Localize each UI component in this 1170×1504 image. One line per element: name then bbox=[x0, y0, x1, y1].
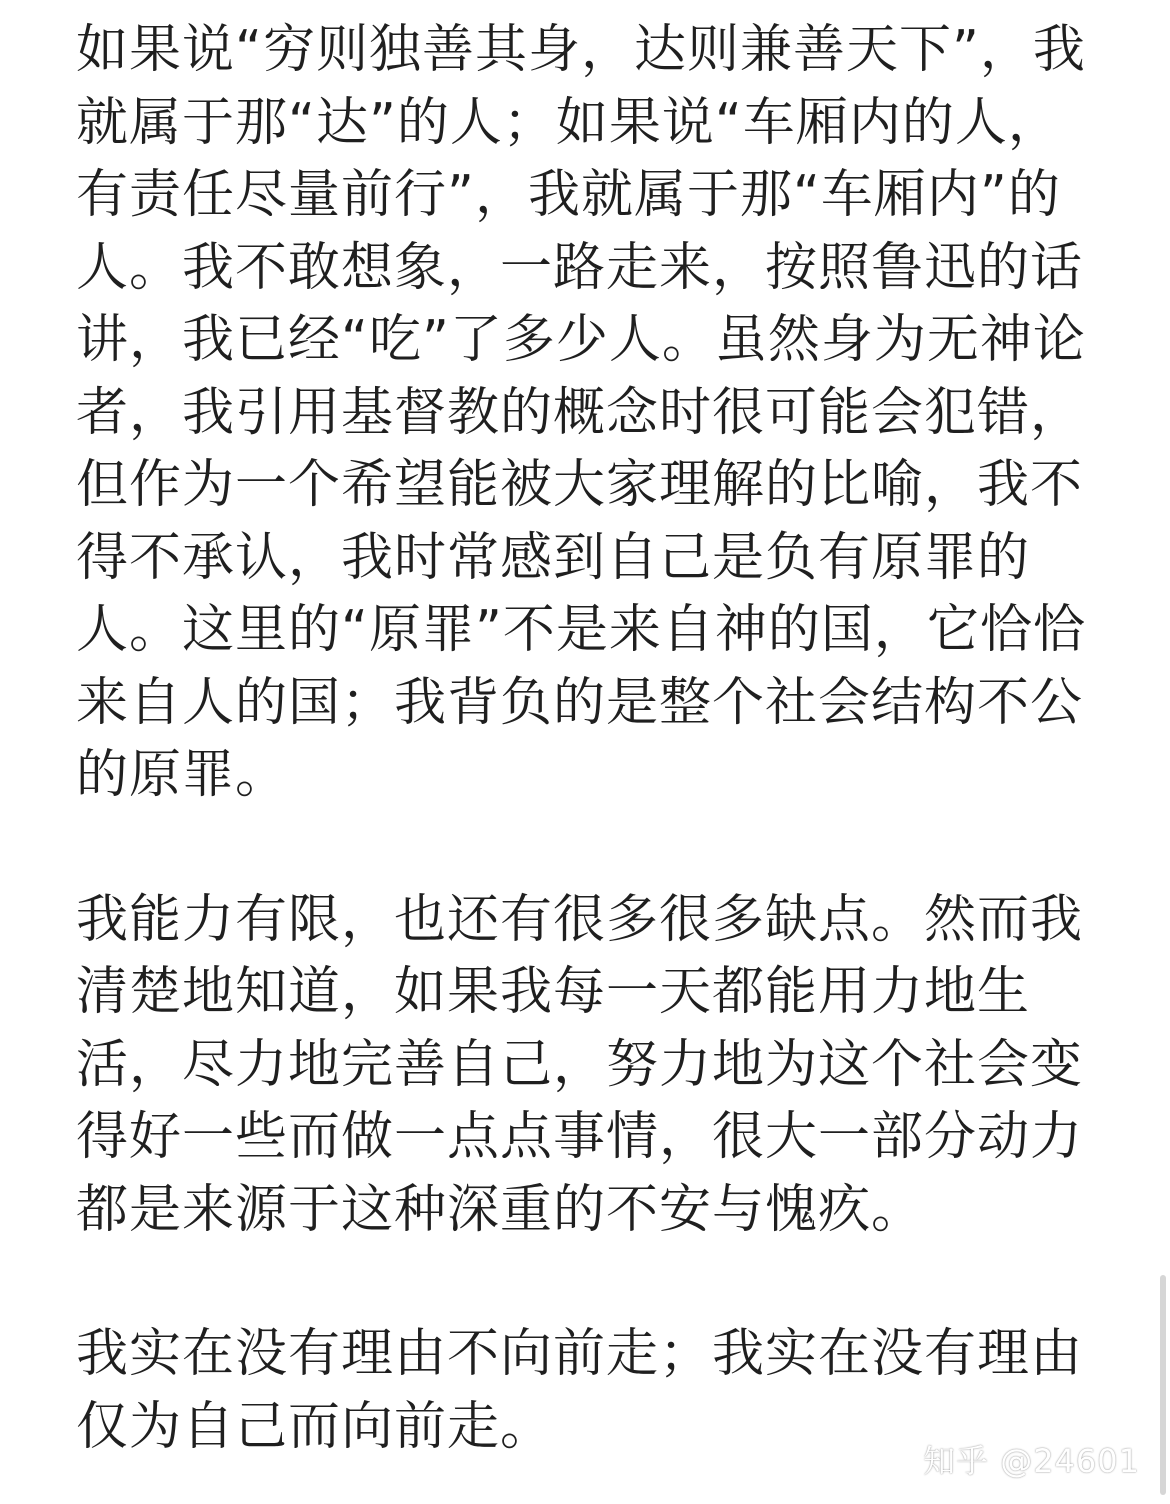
article-body bbox=[76, 14, 1086, 1463]
watermark: 知乎 @24601 bbox=[923, 1442, 1140, 1480]
paragraph-motivation: 我能力有限，也还有很多很多缺点。然而我清楚地知道，如果我每一天都能用力地生活，尽力地完善自己，努力地为这个社会变得好一些而做一点点事情，很大一部分动力都是来源于这种深重的不安与愧疚。 bbox=[76, 889, 1084, 1240]
scrollbar[interactable] bbox=[1160, 1275, 1166, 1495]
paragraph-conclusion: 我实在没有理由不向前走；我实在没有理由仅为自己而向前走。 bbox=[76, 1324, 1084, 1457]
paragraph-original-sin: 如果说“穷则独善其身，达则兼善天下”，我就属于那“达”的人；如果说“车厢内的人，有责任尽量前行”，我就属于那“车厢内”的人。我不敢想象，一路走来，按照鲁迅的话讲，我已经“吃”了多少人。虽然身为无神论者，我引用基督教的概念时很可能会犯错，但作为一个希望能被大家理解的比喻，我不得不承认，我时常感到自己是负有原罪的人。这里的“原罪”不是来自神的国，它恰恰来自人的国；我背负的是整个社会结构不公的原罪。 bbox=[76, 20, 1086, 805]
